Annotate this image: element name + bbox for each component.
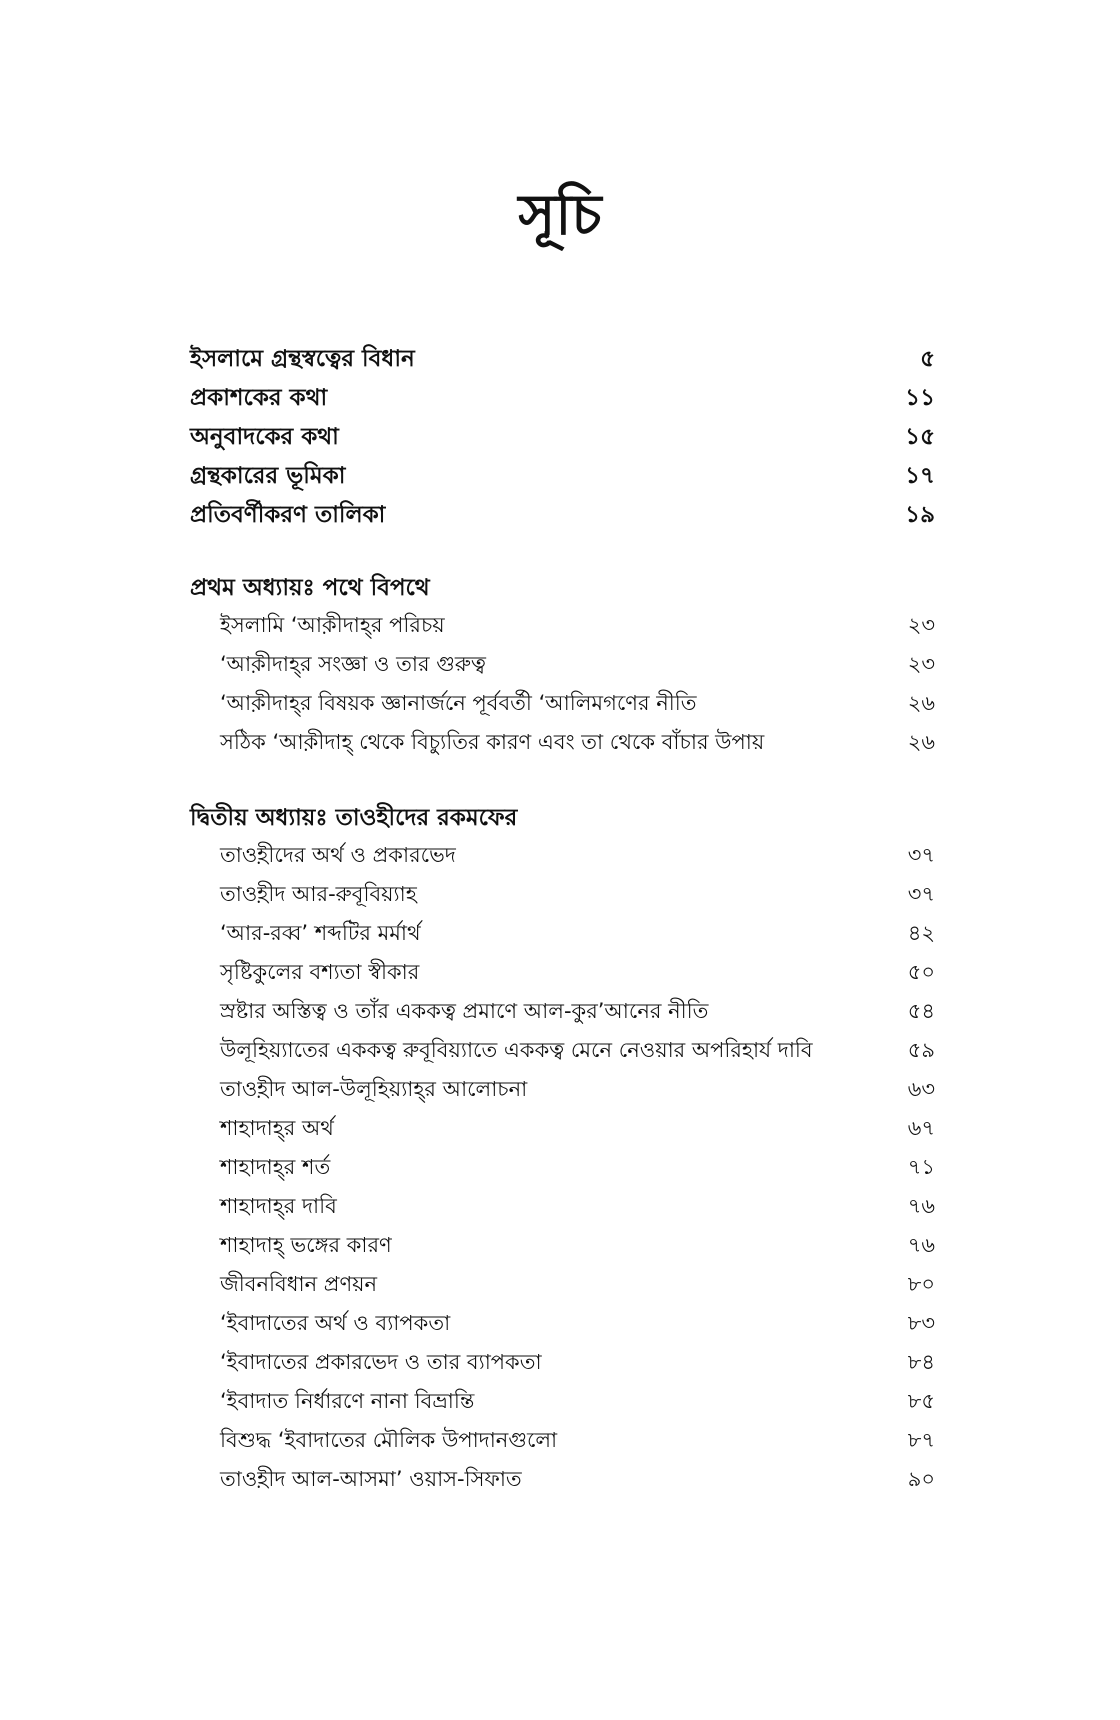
toc-entry[interactable] (190, 1463, 935, 1502)
toc-entry-page: ১৯ (905, 502, 935, 528)
toc-entry-page: ৮৪ (907, 1350, 935, 1374)
toc-entry-label: উলূহিয়্যাতের এককত্ব রুবূবিয়্যাতে এককত্ব মেনে নেওয়ার অপরিহার্য দাবি (220, 1038, 813, 1062)
toc-entry-label: বিশুদ্ধ ‘ইবাদাতের মৌলিক উপাদানগুলো (220, 1428, 558, 1452)
toc-entry-page: ১১ (905, 385, 935, 411)
toc-entry[interactable] (190, 418, 935, 457)
toc-entry-page: ৩৭ (907, 882, 935, 906)
toc-entry-label: প্রতিবর্ণীকরণ তালিকা (190, 502, 386, 528)
toc-entry[interactable] (190, 496, 935, 535)
toc-entry[interactable] (190, 1346, 935, 1385)
toc-entry-label: ইসলামি ‘আক়ীদাহ্‌র পরিচয় (220, 613, 445, 637)
toc-entry-page: ৩৭ (907, 843, 935, 867)
toc-entry-label: তাওহ়ীদ আল-আসমা’ ওয়াস-সিফাত (220, 1467, 522, 1491)
toc-entry-page: ৪২ (907, 921, 935, 945)
page-title: সূচি (518, 183, 602, 248)
toc-entry-label: ‘আক়ীদাহ্‌র সংজ্ঞা ও তার গুরুত্ব (220, 652, 486, 676)
toc-entry[interactable] (190, 379, 935, 418)
chapter-2-heading[interactable]: দ্বিতীয় অধ্যায়ঃ তাওহীদের রকমফের (190, 804, 518, 831)
toc-entry-page: ৫৯ (907, 1038, 935, 1062)
toc-entry-page: ৭৬ (907, 1194, 935, 1218)
toc-entry-page: ২৩ (907, 613, 935, 637)
toc-entry[interactable] (190, 1034, 935, 1073)
toc-entry-label: সৃষ্টিকুলের বশ্যতা স্বীকার (220, 960, 420, 984)
toc-entry-label: শাহাদাহ্‌র দাবি (220, 1194, 337, 1218)
toc-entry[interactable] (190, 340, 935, 379)
toc-entry-page: ১৫ (905, 424, 935, 450)
toc-entry[interactable] (190, 1424, 935, 1463)
toc-entry-label: ‘আর-রব্ব’ শব্দটির মর্মার্থ (220, 921, 421, 945)
toc-entry-page: ৭৬ (907, 1233, 935, 1257)
toc-entry-label: ইসলামে গ্রন্থস্বত্বের বিধান (190, 346, 415, 372)
toc-entry[interactable] (190, 1268, 935, 1307)
toc-entry-label: তাওহ়ীদ আল-উলূহিয়্যাহ্‌র আলোচনা (220, 1077, 528, 1101)
section-gap (190, 765, 935, 797)
chapter-1-heading[interactable]: প্রথম অধ্যায়ঃ পথে বিপথে (190, 574, 430, 601)
toc-entry-label: জীবনবিধান প্রণয়ন (220, 1272, 378, 1296)
toc-entry-page: ৬৭ (907, 1116, 935, 1140)
toc-entry[interactable] (190, 1190, 935, 1229)
table-of-contents (190, 340, 935, 1502)
toc-entry[interactable] (190, 839, 935, 878)
section-gap (190, 535, 935, 567)
toc-entry[interactable] (190, 457, 935, 496)
toc-entry[interactable] (190, 956, 935, 995)
toc-entry-label: অনুবাদকের কথা (190, 424, 339, 450)
toc-entry-page: ৬৩ (907, 1077, 935, 1101)
toc-entry-page: ২৬ (907, 730, 935, 754)
toc-entry[interactable] (190, 726, 935, 765)
toc-entry-page: ১৭ (905, 463, 935, 489)
toc-entry-page: ৮৭ (907, 1428, 935, 1452)
toc-entry-label: সঠিক ‘আক়ীদাহ্‌ থেকে বিচ্যুতির কারণ এবং তা থেকে বাঁচার উপায় (220, 730, 765, 754)
toc-entry-page: ৮৩ (907, 1311, 935, 1335)
toc-entry[interactable] (190, 1229, 935, 1268)
toc-entry-label: গ্রন্থকারের ভূমিকা (190, 463, 346, 489)
toc-entry-label: স্রষ্টার অস্তিত্ব ও তাঁর এককত্ব প্রমাণে আল-কুর’আনের নীতি (220, 999, 709, 1023)
toc-entry[interactable] (190, 1151, 935, 1190)
toc-entry-label: ‘ইবাদাতের অর্থ ও ব্যাপকতা (220, 1311, 451, 1335)
toc-entry-page: ৮০ (907, 1272, 935, 1296)
front-matter-list (190, 340, 935, 535)
toc-entry-label: শাহাদাহ্‌র শর্ত (220, 1155, 331, 1179)
toc-entry-label: শাহাদাহ্‌র অর্থ (220, 1116, 334, 1140)
toc-entry[interactable] (190, 878, 935, 917)
toc-entry[interactable] (190, 1307, 935, 1346)
toc-entry-label: তাওহ়ীদের অর্থ ও প্রকারভেদ (220, 843, 456, 867)
toc-entry[interactable] (190, 609, 935, 648)
toc-entry[interactable] (190, 995, 935, 1034)
toc-entry[interactable] (190, 648, 935, 687)
chapter-2-section (190, 797, 935, 1502)
toc-entry-page: ৫০ (907, 960, 935, 984)
toc-entry-label: ‘ইবাদাত নির্ধারণে নানা বিভ্রান্তি (220, 1389, 475, 1413)
toc-entry-page: ৫ (920, 346, 935, 372)
toc-entry-label: শাহাদাহ্‌ ভঙ্গের কারণ (220, 1233, 392, 1257)
toc-entry[interactable] (190, 1073, 935, 1112)
toc-entry-label: প্রকাশকের কথা (190, 385, 328, 411)
toc-entry-page: ৯০ (907, 1467, 935, 1491)
toc-entry[interactable] (190, 1112, 935, 1151)
toc-entry-label: ‘ইবাদাতের প্রকারভেদ ও তার ব্যাপকতা (220, 1350, 542, 1374)
toc-entry-page: ২৬ (907, 691, 935, 715)
toc-entry-page: ৮৫ (907, 1389, 935, 1413)
toc-entry[interactable] (190, 1385, 935, 1424)
toc-entry-page: ২৩ (907, 652, 935, 676)
toc-entry[interactable] (190, 917, 935, 956)
toc-entry-label: তাওহ়ীদ আর-রুবূবিয়্যাহ (220, 882, 417, 906)
toc-entry[interactable] (190, 687, 935, 726)
chapter-1-section (190, 567, 935, 765)
toc-entry-page: ৫৪ (907, 999, 935, 1023)
toc-entry-page: ৭১ (907, 1155, 935, 1179)
toc-entry-label: ‘আক়ীদাহ্‌র বিষয়ক জ্ঞানার্জনে পূর্ববর্তী ‘আলিমগণের নীতি (220, 691, 697, 715)
